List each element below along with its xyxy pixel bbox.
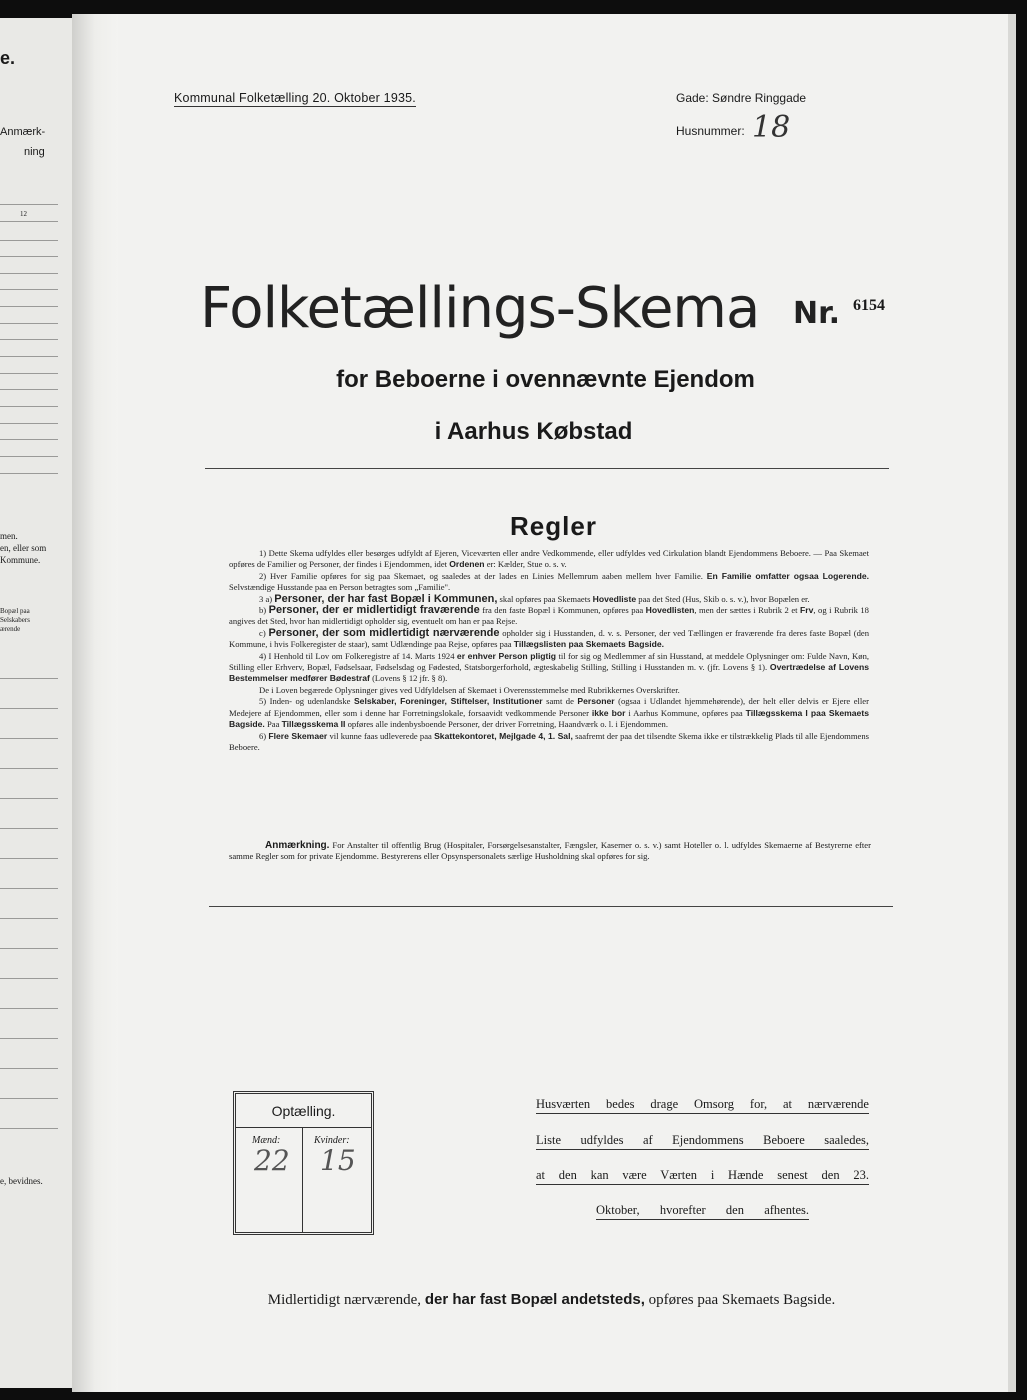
page-edge — [1008, 14, 1016, 1392]
rules-heading — [0, 511, 1027, 542]
form-number: 6154 — [853, 297, 885, 314]
left-page-column-label: Anmærk- — [0, 126, 46, 138]
men-label: Mænd: — [252, 1135, 281, 1146]
form-subtitle — [0, 366, 1027, 394]
men-count-handwritten: 22 — [254, 1144, 290, 1177]
notice-line: at den kan være Værten i Hænde senest den 23. — [536, 1168, 869, 1185]
left-page-column-label-2: ning — [24, 146, 45, 158]
remark-text: For Anstalter til offentlig Brug (Hospitaler, Forsørgelsesanstalter, Fængsler, Kaserner o. s. v.) samt Hoteller o. l. udfyldes Skemaerne af Bestyrerne efter samme Regler som for private Ejendomme. Bestyrerens eller Opsynspersonalets særlige Husholdning skal opføres for sig. — [229, 840, 871, 862]
remark-section — [229, 840, 871, 863]
rule-1: 1) Dette Skema udfyldes eller besørges udfyldt af Ejeren, Viceværten eller andre Vedkommende, eller udfyldes ved Cirkulation blandt Ejendommens Beboere. — Paa Skemaet opføres de Familier og Personer, der findes i Ejendommen, idet Ordenen er: Kælder, Stue o. s. v. — [229, 548, 869, 570]
house-number-label: Husnummer: — [676, 124, 745, 138]
form-title: Folketællings-Skema — [200, 276, 760, 341]
footer-post: opføres paa Skemaets Bagside. — [648, 1292, 836, 1308]
women-count-handwritten: 15 — [320, 1144, 356, 1177]
left-page-small-line: Bopæl paa — [0, 607, 30, 615]
divider — [205, 468, 889, 469]
count-box — [233, 1091, 374, 1235]
count-box-title: Optælling. — [271, 1103, 336, 1119]
left-page-note-line: en, eller som — [0, 543, 47, 553]
left-page-column-number: 12 — [20, 210, 27, 218]
left-page-heading: e. — [0, 48, 16, 68]
house-number-handwritten: 18 — [752, 110, 791, 145]
rule-3c: c) Personer, der som midlertidigt nærværende opholder sig i Husstanden, d. v. s. Personer, der ved Tællingen er fraværende fra deres faste Bopæl (den Kommune, i hvis Folkeregister de staar), samt Udlændinge paa Rejse, opføres paa Tillægslisten paa Skemaets Bagside. — [229, 626, 869, 650]
left-page-small-line: ærende — [0, 625, 21, 633]
notice-line: Liste udfyldes af Ejendommens Beboere saaledes, — [536, 1133, 869, 1150]
rules-text — [229, 548, 869, 753]
subtitle-line-2: i Aarhus Købstad — [434, 418, 633, 445]
left-facing-page — [0, 18, 74, 1388]
rules-heading-text: Regler — [510, 511, 597, 541]
book-gutter — [72, 14, 118, 1392]
rule-3a: 3 a) Personer, der har fast Bopæl i Kommunen, skal opføres paa Skemaets Hovedliste paa det Sted (Hus, Skib o. s. v.), hvor Bopælen er. — [259, 592, 810, 605]
rule-2: 2) Hver Familie opføres for sig paa Skemaet, og saaledes at der lades en Linies Mellemrum aaben mellem hver Familie. En Familie omfatter ogsaa Logerende. Selvstændige Husstande paa en Person betragtes som „Familie". — [229, 570, 869, 593]
footer-bold: der har fast Bopæl andetsteds, — [424, 1291, 645, 1308]
rule-5: 5) Inden- og udenlandske Selskaber, Foreninger, Stiftelser, Institutioner samt de Personer (ogsaa i Udlandet hjemmehørende), der helt eller delvis er Ejere eller Medejere af Ejendommen, eller som i denne har Forretningslokale, forsaavidt vedkommende Personer ikke bor i Aarhus Kommune, opføres paa Tillægsskema I paa Skemaets Bagside. Paa Tillægsskema II opføres alle indenbysboende Personer, der driver Forretning, Haandværk o. l. i Ejendommen. — [229, 696, 869, 730]
form-subtitle-2 — [0, 418, 1027, 446]
left-page-note-line: men. — [0, 531, 18, 541]
rule-3b: b) Personer, der er midlertidigt fraværende fra den faste Bopæl i Kommunen, opføres paa Hovedlisten, men der sættes i Rubrik 2 et Frv, og i Rubrik 18 angives det Sted, hvor han midlertidigt opholder sig, eventuelt om han er paa Rejse. — [229, 604, 869, 627]
divider-2 — [209, 906, 893, 907]
census-header: Kommunal Folketælling 20. Oktober 1935. — [174, 91, 416, 105]
left-page-small-line: Selskabers — [0, 616, 30, 624]
form-number-label: Nr. — [793, 296, 841, 331]
left-page-bottom-note: e, bevidnes. — [0, 1176, 43, 1186]
notice-line: Oktober, hvorefter den afhentes. — [596, 1203, 809, 1220]
remark-label: Anmærkning. — [265, 840, 330, 851]
left-page-note-line: Kommune. — [0, 555, 41, 565]
notice-line: Husværten bedes drage Omsorg for, at nærværende — [536, 1097, 869, 1114]
footer-pre: Midlertidigt nærværende, — [267, 1292, 422, 1308]
footer-note — [0, 1291, 1027, 1309]
rule-4b: De i Loven begærede Oplysninger gives ved Udfyldelsen af Skemaet i Overensstemmelse med Rubrikkernes Overskrifter. — [259, 684, 680, 695]
street-field: Gade: Søndre Ringgade — [676, 91, 807, 105]
rule-6: 6) Flere Skemaer vil kunne faas udleverede paa Skattekontoret, Mejlgade 4, 1. Sal, saafremt der paa det tilsendte Skema ikke er tilstrækkelig Plads til alle Ejendommens Beboere. — [229, 730, 869, 752]
subtitle-line-1: for Beboerne i ovennævnte Ejendom — [336, 366, 755, 393]
women-label: Kvinder: — [314, 1135, 350, 1146]
rule-4: 4) I Henhold til Lov om Folkeregistre af 14. Marts 1924 er enhver Person pligtig til for sig og Medlemmer af sin Husstand, at meddele Oplysninger om: Fulde Navn, Køn, Stilling eller Erhverv, Bopæl, Fødselsaar, Fødselsdag og Fødested, Statsborgerforhold, ægteskabelig Stilling, Stilling i Husstanden m. v. (jfr. Lovens § 1). Overtrædelse af Lovens Bestemmelser medfører Bødestraf (Lovens § 12 jfr. § 8). — [229, 650, 870, 684]
